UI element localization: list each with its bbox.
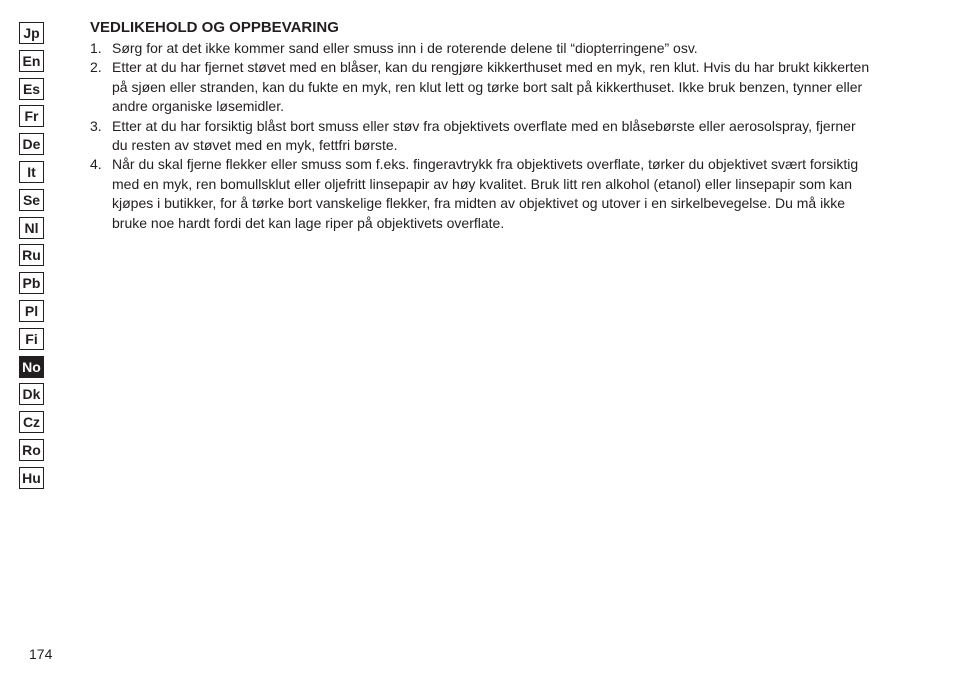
list-item (90, 155, 870, 233)
lang-tab-fi[interactable]: Fi (19, 328, 44, 350)
lang-tab-dk[interactable]: Dk (19, 383, 44, 405)
lang-tab-no[interactable]: No (19, 356, 44, 378)
lang-tab-de[interactable]: De (19, 133, 44, 155)
language-tabs (19, 22, 45, 495)
list-item (90, 117, 870, 156)
maintenance-list (90, 39, 870, 233)
lang-tab-cz[interactable]: Cz (19, 411, 44, 433)
lang-tab-nl[interactable]: Nl (19, 217, 44, 239)
lang-tab-jp[interactable]: Jp (19, 22, 44, 44)
list-item (90, 58, 870, 116)
section-title: VEDLIKEHOLD OG OPPBEVARING (90, 19, 339, 36)
list-item-number: 3. (90, 117, 102, 134)
list-item-text: Etter at du har fjernet støvet med en blåser, kan du rengjøre kikkerthuset med en myk, ren klut. Hvis du har brukt kikkerten på sjøen eller stranden, kan du fukte en myk, ren klut lett og tørke bort salt på kikkerthuset. Ikke bruk benzen, tynner eller andre organiske løsemidler. (112, 59, 870, 115)
list-item-text: Etter at du har forsiktig blåst bort smuss eller støv fra objektivets overflate med en blåsebørste eller aerosolspray, fjerner du resten av støvet med en myk, fettfri børste. (112, 117, 856, 154)
list-item-text: Sørg for at det ikke kommer sand eller smuss inn i de roterende delene til “diopterringene” osv. (112, 40, 698, 56)
lang-tab-pb[interactable]: Pb (19, 272, 44, 294)
list-item-number: 2. (90, 59, 102, 76)
lang-tab-se[interactable]: Se (19, 189, 44, 211)
lang-tab-es[interactable]: Es (19, 78, 44, 100)
list-item (90, 39, 870, 58)
lang-tab-fr[interactable]: Fr (19, 105, 44, 127)
list-item-number: 4. (90, 156, 102, 173)
lang-tab-ru[interactable]: Ru (19, 244, 44, 266)
list-item-text: Når du skal fjerne flekker eller smuss som f.eks. fingeravtrykk fra objektivets overflate, tørker du objektivet svært forsiktig med en myk, ren bomullsklut eller oljefritt linsepapir av høy kvalitet. Bruk litt ren alkohol (etanol) eller linsepapir som kan kjøpes i butikker, for å tørke bort vanskelige flekker, fra midten av objektivet og utover i en sirkelbevegelse. Du må ikke bruke noe hardt fordi det kan lage riper på objektivets overflate. (112, 156, 859, 231)
page-number: 174 (29, 646, 53, 662)
lang-tab-ro[interactable]: Ro (19, 439, 44, 461)
lang-tab-it[interactable]: It (19, 161, 44, 183)
lang-tab-en[interactable]: En (19, 50, 44, 72)
lang-tab-hu[interactable]: Hu (19, 467, 44, 489)
lang-tab-pl[interactable]: Pl (19, 300, 44, 322)
list-item-number: 1. (90, 40, 102, 56)
main-content (90, 18, 870, 233)
